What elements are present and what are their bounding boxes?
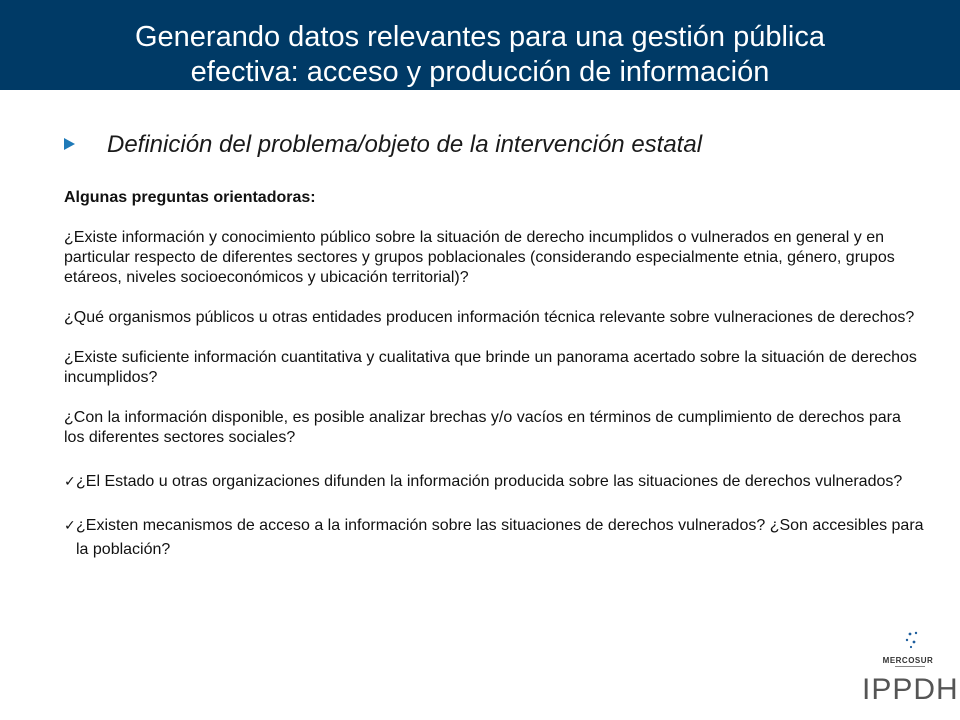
questions-block (64, 188, 924, 562)
logo-divider (895, 666, 925, 667)
page-title (0, 20, 960, 90)
page-title-line-1: Generando datos relevantes para una gestión pública (134, 21, 826, 53)
checked-question-item (64, 470, 924, 494)
checkmark-icon: ✓ (64, 474, 76, 490)
checked-question-text: ¿El Estado u otras organizaciones difunden la información producida sobre las situaciones de derechos vulnerados? (76, 473, 903, 490)
triangle-bullet-icon (64, 138, 75, 150)
header-bar (0, 0, 960, 90)
question-item: ¿Qué organismos públicos u otras entidades producen información técnica relevante sobre vulneraciones de derechos? (64, 309, 915, 326)
subheading: Algunas preguntas orientadoras: (64, 189, 316, 206)
main-bullet-text: Definición del problema/objeto de la intervención estatal (107, 131, 703, 158)
page-title-line-2: efectiva: acceso y producción de información (190, 56, 770, 88)
ippdh-text: IPPDH (862, 673, 959, 706)
checkmark-icon: ✓ (64, 518, 76, 534)
checked-question-item (64, 514, 924, 562)
question-item: ¿Existe suficiente información cuantitativa y cualitativa que brinde un panorama acertado sobre la situación de derechos incumplidos? (64, 349, 917, 386)
checked-question-text: ¿Existen mecanismos de acceso a la información sobre las situaciones de derechos vulnerados? ¿Son accesibles para la población? (76, 517, 924, 558)
mercosur-stars-icon (902, 630, 932, 650)
question-item: ¿Con la información disponible, es posible analizar brechas y/o vacíos en términos de cumplimiento de derechos para los diferentes sectores sociales? (64, 409, 901, 446)
ippdh-logo (860, 630, 959, 710)
mercosur-text: MERCOSUR (882, 656, 934, 665)
question-item: ¿Existe información y conocimiento público sobre la situación de derecho incumplidos o vulnerados en general y en particular respecto de diferentes sectores y grupos poblacionales (considerando especialmente etnia, género, grupos etáreos, niveles socioeconómicos y ubicación territorial)? (64, 229, 895, 286)
